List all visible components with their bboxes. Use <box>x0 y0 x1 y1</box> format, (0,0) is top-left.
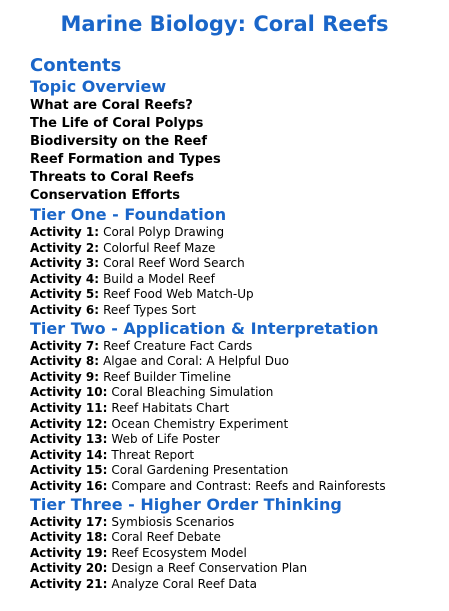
document-title: Marine Biology: Coral Reefs <box>60 12 389 36</box>
activity-label: Activity 18: <box>30 530 108 545</box>
activity-label: Activity 8: <box>30 354 100 369</box>
activity-title: Ocean Chemistry Experiment <box>111 416 289 431</box>
topic-item: Conservation Efforts <box>30 188 181 203</box>
activity-item <box>30 432 440 448</box>
topic-item: The Life of Coral Polyps <box>30 116 204 131</box>
activity-title: Coral Polyp Drawing <box>103 225 225 239</box>
activity-label: Activity 11: <box>30 400 108 415</box>
activity-title: Reef Builder Timeline <box>103 369 231 384</box>
activity-item <box>30 256 440 272</box>
activity-title: Build a Model Reef <box>103 271 215 286</box>
activity-title: Compare and Contrast: Reefs and Rainforests <box>111 478 386 493</box>
section-heading-tier-three: Tier Three - Higher Order Thinking <box>30 494 342 514</box>
activity-label: Activity 14: <box>30 447 108 462</box>
activity-item <box>30 546 440 562</box>
section-heading-tier-one: Tier One - Foundation <box>30 205 227 224</box>
activity-title: Reef Creature Fact Cards <box>103 338 253 353</box>
activity-label: Activity 4: <box>30 271 100 286</box>
activity-item <box>30 354 440 370</box>
activity-label: Activity 19: <box>30 545 108 560</box>
activity-title: Coral Gardening Presentation <box>111 463 289 478</box>
activity-item <box>30 515 440 531</box>
section-heading-topic-overview: Topic Overview <box>30 77 167 96</box>
section-heading-tier-two: Tier Two - Application & Interpretation <box>30 318 379 338</box>
activity-label: Activity 13: <box>30 432 108 447</box>
activity-item <box>30 339 440 355</box>
activity-item <box>30 577 440 593</box>
activity-title: Reef Food Web Match-Up <box>103 287 254 302</box>
activity-item <box>30 385 440 401</box>
activity-title: Algae and Coral: A Helpful Duo <box>103 354 289 369</box>
activity-item <box>30 272 440 288</box>
activity-label: Activity 3: <box>30 256 100 271</box>
activity-label: Activity 2: <box>30 240 100 255</box>
topic-item: Reef Formation and Types <box>30 152 221 167</box>
activity-item <box>30 225 440 241</box>
activity-title: Web of Life Poster <box>111 432 220 447</box>
activity-item <box>30 448 440 464</box>
activity-title: Analyze Coral Reef Data <box>111 576 257 591</box>
activity-title: Reef Habitats Chart <box>111 400 230 415</box>
contents-heading: Contents <box>30 55 122 76</box>
activity-title: Reef Types Sort <box>103 302 196 317</box>
activity-item <box>30 401 440 417</box>
activity-label: Activity 1: <box>30 225 100 239</box>
topic-item: What are Coral Reefs? <box>30 98 193 113</box>
activity-label: Activity 17: <box>30 514 108 529</box>
activity-label: Activity 9: <box>30 369 100 384</box>
activity-item <box>30 530 440 546</box>
activity-item <box>30 241 440 257</box>
activity-title: Threat Report <box>111 447 195 462</box>
activity-title: Design a Reef Conservation Plan <box>111 561 308 576</box>
activity-title: Symbiosis Scenarios <box>111 514 235 529</box>
activity-label: Activity 16: <box>30 478 108 493</box>
activity-item <box>30 463 440 479</box>
activity-label: Activity 7: <box>30 338 100 353</box>
activity-item <box>30 479 440 495</box>
activity-label: Activity 12: <box>30 416 108 431</box>
activity-item <box>30 417 440 433</box>
activity-label: Activity 6: <box>30 302 100 317</box>
activity-label: Activity 10: <box>30 385 108 400</box>
activity-label: Activity 21: <box>30 576 108 591</box>
activity-label: Activity 15: <box>30 463 108 478</box>
activity-title: Coral Reef Word Search <box>103 256 245 271</box>
activity-item <box>30 303 440 319</box>
table-of-contents <box>30 77 440 592</box>
activity-title: Coral Reef Debate <box>111 530 221 545</box>
activity-title: Colorful Reef Maze <box>103 240 216 255</box>
activity-label: Activity 20: <box>30 561 108 576</box>
topic-item: Biodiversity on the Reef <box>30 134 207 149</box>
activity-item <box>30 561 440 577</box>
activity-item <box>30 287 440 303</box>
activity-title: Reef Ecosystem Model <box>111 545 247 560</box>
activity-title: Coral Bleaching Simulation <box>111 385 274 400</box>
activity-item <box>30 370 440 386</box>
activity-label: Activity 5: <box>30 287 100 302</box>
topic-item: Threats to Coral Reefs <box>30 170 194 185</box>
